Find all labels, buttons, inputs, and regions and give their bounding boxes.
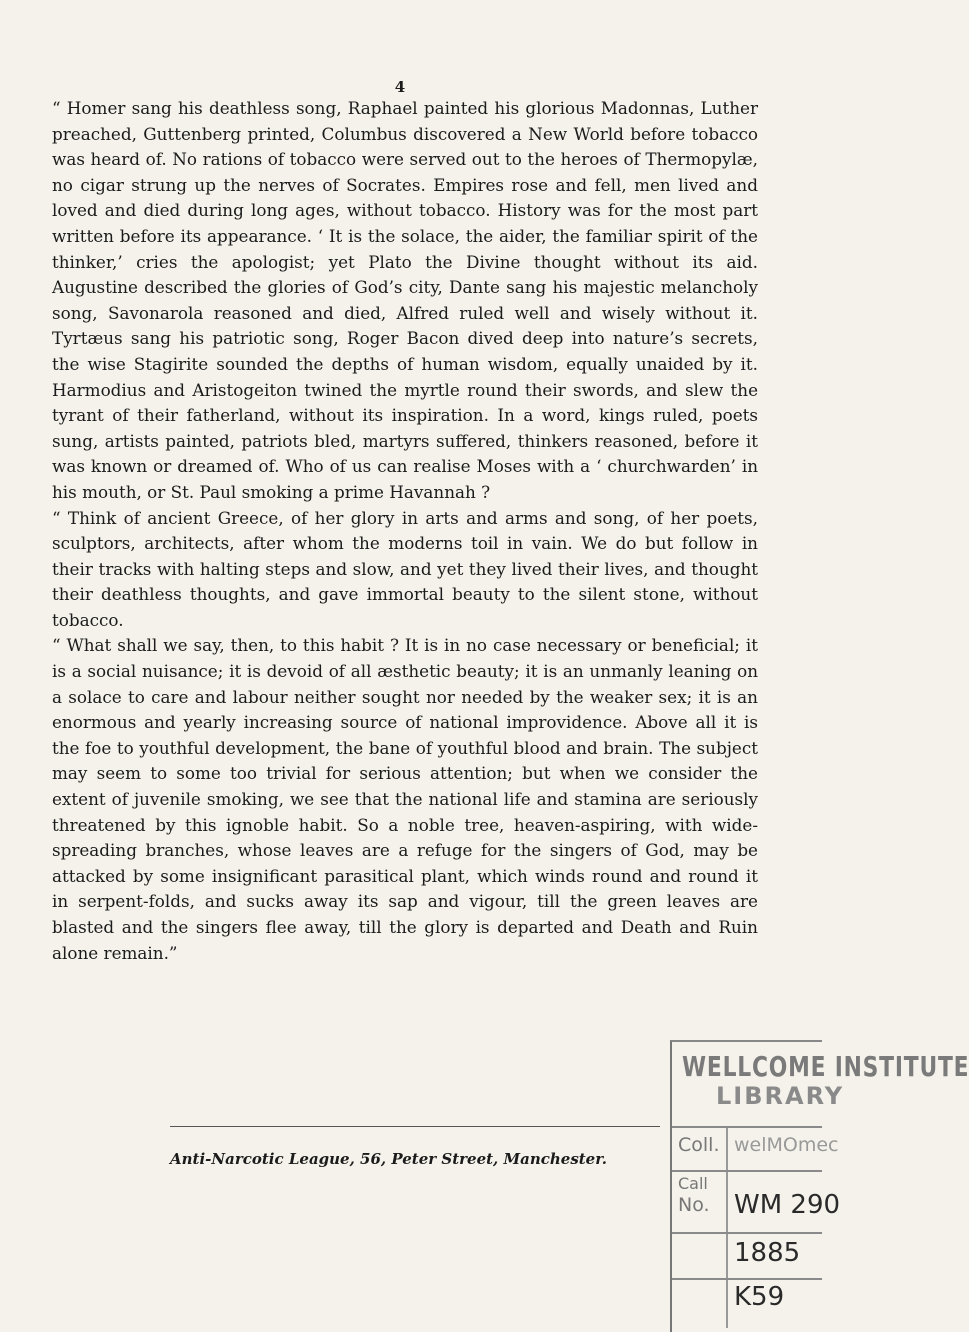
imprint-rule	[170, 1126, 660, 1127]
stamp-divider	[672, 1170, 822, 1172]
stamp-year: 1885	[734, 1238, 801, 1268]
stamp-ref: K59	[734, 1282, 785, 1312]
stamp-column-divider	[726, 1128, 728, 1328]
stamp-subheader: LIBRARY	[716, 1082, 845, 1110]
body-text	[52, 96, 758, 966]
stamp-coll-label: Coll.	[678, 1134, 720, 1156]
stamp-divider	[672, 1232, 822, 1234]
stamp-divider	[672, 1278, 822, 1280]
stamp-header: WELLCOME INSTITUTE	[682, 1050, 969, 1083]
stamp-no-label: No.	[678, 1194, 710, 1216]
page-number: 4	[394, 78, 406, 96]
imprint: Anti-Narcotic League, 56, Peter Street, Manchester.	[170, 1150, 607, 1168]
paragraph-3: “ What shall we say, then, to this habit ? It is in no case necessary or beneficial; it is a social nuisance; it is devoid of all æsthetic beauty; it is an unmanly leaning on a solace to care and labour neither sought nor needed by the weaker sex; it is an enormous and yearly increasing source of national improvidence. Above all it is the foe to youthful development, the bane of youthful blood and brain. The subject may seem to some too trivial for serious attention; but when we consider the extent of juvenile smoking, we see that the national life and stamina are seriously threatened by this ignoble habit. So a noble tree, heaven-aspiring, with wide-spreading branches, whose leaves are a refuge for the singers of God, may be attacked by some insignificant parasitical plant, which winds round and round it in serpent-folds, and sucks away its sap and vigour, till the green leaves are blasted and the singers flee away, till the glory is departed and Death and Ruin alone remain.”	[52, 635, 758, 963]
paragraph-1: “ Homer sang his deathless song, Raphael painted his glorious Madonnas, Luther preached, Guttenberg printed, Columbus discovered a New World before tobacco was heard of. No rations of tobacco were served out to the heroes of Thermopylæ, no cigar strung up the nerves of Socrates. Empires rose and fell, men lived and loved and died during long ages, without tobacco. History was for the most part written before its appearance. ‘ It is the solace, the aider, the familiar spirit of the thinker,’ cries the apologist; yet Plato the Divine thought without its aid. Augustine described the glories of God’s city, Dante sang his majestic melancholy song, Savonarola reasoned and died, Alfred ruled well and wisely without it. Tyrtæus sang his patriotic song, Roger Bacon dived deep into nature’s secrets, the wise Stagirite sounded the depths of human wisdom, equally unaided by it. Harmodius and Aristogeiton twined the myrtle round their swords, and slew the tyrant of their fatherland, without its inspiration. In a word, kings ruled, poets sung, artists painted, patriots bled, martyrs suffered, thinkers reasoned, before it was known or dreamed of. Who of us can realise Moses with a ‘ churchwarden’ in his mouth, or St. Paul smoking a prime Havannah ?	[52, 98, 758, 502]
stamp-divider	[672, 1126, 822, 1128]
stamp-coll-value: welMOmec	[734, 1134, 839, 1156]
library-stamp	[670, 1040, 969, 1332]
stamp-call-label: Call	[678, 1174, 708, 1193]
stamp-no-value: WM 290	[734, 1190, 841, 1220]
paragraph-2: “ Think of ancient Greece, of her glory in arts and arms and song, of her poets, sculptors, architects, after whom the moderns toil in vain. We do but follow in their tracks with halting steps and slow, and yet they lived their lives, and thought their deathless thoughts, and gave immortal beauty to the silent stone, without tobacco.	[52, 507, 758, 630]
